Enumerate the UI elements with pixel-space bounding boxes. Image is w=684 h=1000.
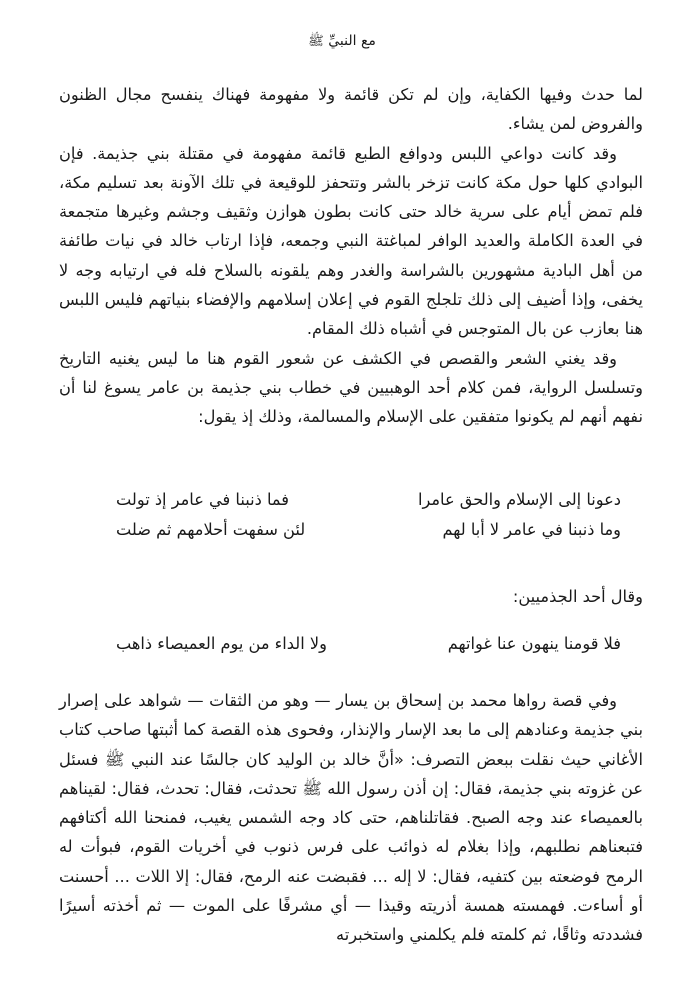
verse-line (59, 634, 643, 664)
salawat-seal-icon: ﷺ (308, 34, 324, 49)
poem-2-intro: وقال أحد الجذميين: (512, 587, 643, 606)
verse-line (59, 520, 643, 550)
paragraph-poetry-intro: وقد يغني الشعر والقصص في الكشف عن شعور القوم هنا ما ليس يغنيه التاريخ وتسلسل الرواية، فمن كلام أحد الوهبيين في خطاب بني جذيمة بن عامر يسوغ لنا أن نفهم أنهم لم يكونوا متفقين على الإسلام والمسالمة، وذلك إذ يقول: (59, 348, 643, 427)
poem-1 (59, 490, 643, 550)
verse-first-hemistich: دعونا إلى الإسلام والحق عامرا (417, 490, 621, 509)
running-header (0, 33, 684, 52)
paragraph-banu-jadhima: وقد كانت دواعي اللبس ودوافع الطبع قائمة مفهومة في مقتلة بني جذيمة. فإن البوادي كلها حول مكة كانت تزخر بالشر وتتحفز للوقيعة في تلك الآونة بعد تسليم مكة، فلم تمض أيام على سرية خالد حتى كانت بطون هوازن وثقيف وجشم وغيرها متجمعة في العدة الكاملة والعديد الوافر لمباغتة النبي وجمعه، فإذا ارتاب خالد في نيات طائفة من أهل البادية مشهورين بالشراسة والغدر وهم يلقونه بالسلاح فله في ارتيابه وجه لا يخفى، وإذا أضيف إلى ذلك تلجلج القوم في إعلان إسلامهم والإفضاء بنياتهم فليس اللبس هنا بعازب عن بال المتوجس في أشباه ذلك المقام. (59, 143, 643, 339)
header-title: مع النبيِّ (328, 33, 376, 49)
verse-second-hemistich: ولا الداء من يوم العميصاء ذاهب (116, 634, 327, 653)
paragraph-continuation: لما حدث وفيها الكفاية، وإن لم تكن قائمة ولا مفهومة فهناك ينفسح مجال الظنون والفروض لمن يشاء. (59, 85, 643, 134)
verse-line (59, 490, 643, 520)
paragraph-ibn-ishaq-story: وفي قصة رواها محمد بن إسحاق بن يسار — وهو من الثقات — شواهد على إصرار بني جذيمة وعنادهم إلى ما بعد الإسار والإنذار، وفحوى هذه القصة كما أثبتها صاحب كتاب الأغاني حيث نقلت ببعض التصرف: «أنَّ خالد بن الوليد كان جالسًا عند النبي ﷺ فسئل عن غزوته بني جذيمة، فقال: إن أذن رسول الله ﷺ تحدثت، فقال: تحدث، فقال: لقيناهم بالعميصاء عند وجه الصبح. فقاتلناهم، حتى كاد وجه الشمس يغيب، فمنحنا الله أكتافهم فتبعناهم نطلبهم، وإذا بغلام له ذوائب على فرس ذنوب في أخريات القوم، فبوأت له الرمح فوضعته بين كتفيه، فقال: لا إله ... فقبضت عنه الرمح، فقال: إلا اللات ... أحسنت أو أساءت. فهمسته همسة أذريته وقيذا — أي مشرفًا على الموت — ثم أخذته أسيرًا فشددته وثاقًا، ثم كلمته فلم يكلمني واستخبرته (59, 691, 643, 945)
poem-2 (59, 634, 643, 664)
verse-second-hemistich: فما ذنبنا في عامر إذ تولت (116, 490, 289, 509)
main-text-section-2 (59, 686, 643, 950)
verse-second-hemistich: لئن سفهت أحلامهم ثم ضلت (116, 520, 306, 539)
verse-first-hemistich: وما ذنبنا في عامر لا أبا لهم (442, 520, 621, 539)
main-text-section-1 (59, 80, 643, 432)
verse-first-hemistich: فلا قومنا ينهون عنا غواتهم (447, 634, 621, 653)
